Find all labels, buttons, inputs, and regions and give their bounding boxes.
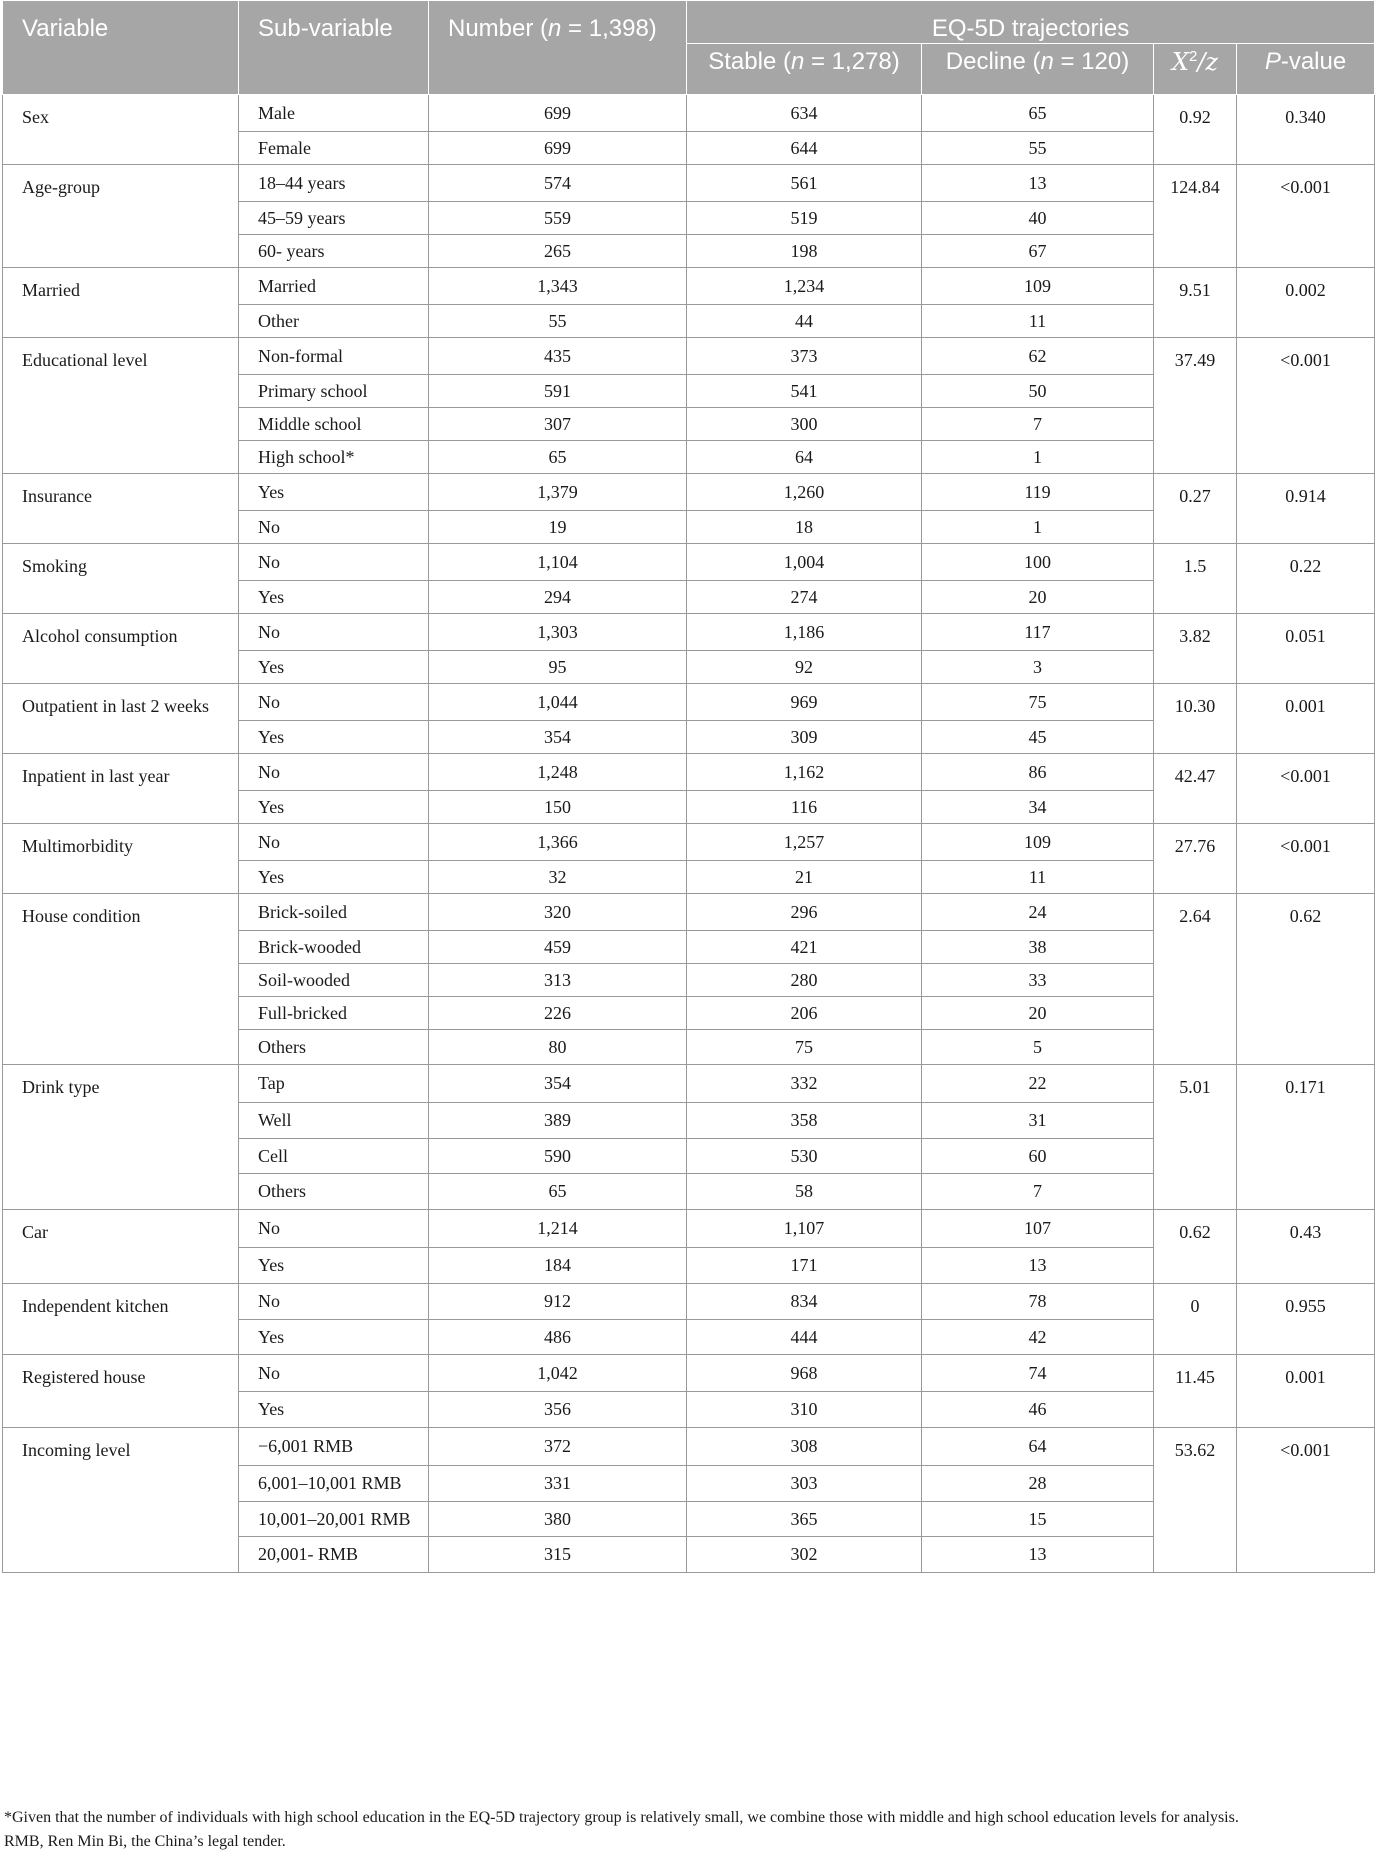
variable-cell: Inpatient in last year	[3, 754, 239, 824]
number-cell: 459	[429, 931, 687, 964]
chi-square-cell: 37.49	[1154, 338, 1237, 474]
decline-cell: 64	[922, 1428, 1154, 1466]
stable-cell: 968	[687, 1355, 922, 1392]
number-cell: 354	[429, 721, 687, 754]
p-value-cell: <0.001	[1237, 338, 1375, 474]
header-stable: Stable (n = 1,278)	[687, 44, 922, 95]
stable-cell: 206	[687, 997, 922, 1030]
number-cell: 435	[429, 338, 687, 375]
sub-variable-cell: No	[239, 824, 429, 861]
variable-cell: Sex	[3, 95, 239, 165]
number-cell: 65	[429, 1174, 687, 1210]
p-value-cell: 0.22	[1237, 544, 1375, 614]
sub-variable-cell: Primary school	[239, 375, 429, 408]
footnote-education: *Given that the number of individuals with high school education in the EQ-5D trajectory group is relatively small, we combine those with middle and high school education levels for analysis.	[4, 1809, 1239, 1826]
variable-cell: Age-group	[3, 165, 239, 268]
decline-cell: 13	[922, 165, 1154, 202]
chi-square-cell: 0.27	[1154, 474, 1237, 544]
sub-variable-cell: High school*	[239, 441, 429, 474]
chi-square-cell: 3.82	[1154, 614, 1237, 684]
decline-cell: 67	[922, 235, 1154, 268]
number-cell: 389	[429, 1103, 687, 1139]
number-cell: 184	[429, 1248, 687, 1284]
footnote-rmb: RMB, Ren Min Bi, the China’s legal tender.	[4, 1833, 286, 1850]
chi-square-cell: 0.62	[1154, 1210, 1237, 1284]
variable-cell: Independent kitchen	[3, 1284, 239, 1355]
decline-cell: 3	[922, 651, 1154, 684]
stable-cell: 302	[687, 1537, 922, 1573]
sub-variable-cell: Tap	[239, 1065, 429, 1103]
stable-cell: 21	[687, 861, 922, 894]
decline-cell: 13	[922, 1537, 1154, 1573]
header-number: Number (n = 1,398)	[429, 1, 687, 95]
sub-variable-cell: 6,001–10,001 RMB	[239, 1466, 429, 1502]
number-cell: 591	[429, 375, 687, 408]
decline-cell: 20	[922, 581, 1154, 614]
sub-variable-cell: Brick-soiled	[239, 894, 429, 931]
stable-cell: 634	[687, 95, 922, 132]
stable-cell: 274	[687, 581, 922, 614]
stable-cell: 373	[687, 338, 922, 375]
chi-square-cell: 42.47	[1154, 754, 1237, 824]
number-cell: 1,379	[429, 474, 687, 511]
stable-cell: 421	[687, 931, 922, 964]
decline-cell: 109	[922, 824, 1154, 861]
p-value-cell: <0.001	[1237, 754, 1375, 824]
sub-variable-cell: Married	[239, 268, 429, 305]
stable-cell: 296	[687, 894, 922, 931]
number-cell: 307	[429, 408, 687, 441]
chi-square-cell: 0	[1154, 1284, 1237, 1355]
stable-cell: 541	[687, 375, 922, 408]
table-row	[3, 95, 1375, 132]
number-cell: 32	[429, 861, 687, 894]
number-cell: 55	[429, 305, 687, 338]
number-cell: 265	[429, 235, 687, 268]
header-variable: Variable	[3, 1, 239, 95]
variable-cell: Registered house	[3, 1355, 239, 1428]
p-value-cell: <0.001	[1237, 1428, 1375, 1573]
decline-cell: 86	[922, 754, 1154, 791]
p-value-cell: 0.002	[1237, 268, 1375, 338]
variable-cell: Alcohol consumption	[3, 614, 239, 684]
table-row	[3, 1284, 1375, 1320]
number-cell: 1,366	[429, 824, 687, 861]
header-chi-square: $X^2/z$	[1154, 44, 1237, 95]
header-p-value: P-value	[1237, 44, 1375, 95]
decline-cell: 62	[922, 338, 1154, 375]
decline-cell: 31	[922, 1103, 1154, 1139]
p-value-cell: 0.914	[1237, 474, 1375, 544]
number-cell: 331	[429, 1466, 687, 1502]
decline-cell: 24	[922, 894, 1154, 931]
decline-cell: 119	[922, 474, 1154, 511]
number-cell: 294	[429, 581, 687, 614]
decline-cell: 15	[922, 1502, 1154, 1537]
variable-cell: House condition	[3, 894, 239, 1065]
stable-cell: 969	[687, 684, 922, 721]
number-cell: 699	[429, 132, 687, 165]
sub-variable-cell: −6,001 RMB	[239, 1428, 429, 1466]
chi-square-cell: 10.30	[1154, 684, 1237, 754]
number-cell: 19	[429, 511, 687, 544]
decline-cell: 78	[922, 1284, 1154, 1320]
stable-cell: 75	[687, 1030, 922, 1065]
stable-cell: 530	[687, 1139, 922, 1174]
number-cell: 356	[429, 1392, 687, 1428]
variable-cell: Outpatient in last 2 weeks	[3, 684, 239, 754]
stable-cell: 834	[687, 1284, 922, 1320]
sub-variable-cell: 20,001- RMB	[239, 1537, 429, 1573]
p-value-cell: 0.001	[1237, 684, 1375, 754]
number-cell: 315	[429, 1537, 687, 1573]
sub-variable-cell: Other	[239, 305, 429, 338]
sub-variable-cell: Yes	[239, 474, 429, 511]
header-decline: Decline (n = 120)	[922, 44, 1154, 95]
table-header	[3, 1, 1375, 95]
decline-cell: 65	[922, 95, 1154, 132]
eq5d-table	[2, 0, 1375, 1573]
number-cell: 590	[429, 1139, 687, 1174]
number-cell: 559	[429, 202, 687, 235]
sub-variable-cell: No	[239, 684, 429, 721]
decline-cell: 13	[922, 1248, 1154, 1284]
sub-variable-cell: Yes	[239, 1320, 429, 1355]
table-row	[3, 894, 1375, 931]
variable-cell: Car	[3, 1210, 239, 1284]
decline-cell: 5	[922, 1030, 1154, 1065]
decline-cell: 28	[922, 1466, 1154, 1502]
stable-cell: 303	[687, 1466, 922, 1502]
sub-variable-cell: No	[239, 614, 429, 651]
sub-variable-cell: 60- years	[239, 235, 429, 268]
sub-variable-cell: No	[239, 544, 429, 581]
decline-cell: 40	[922, 202, 1154, 235]
number-cell: 65	[429, 441, 687, 474]
stable-cell: 1,107	[687, 1210, 922, 1248]
number-cell: 226	[429, 997, 687, 1030]
table-row	[3, 165, 1375, 202]
number-cell: 1,248	[429, 754, 687, 791]
variable-cell: Incoming level	[3, 1428, 239, 1573]
number-cell: 912	[429, 1284, 687, 1320]
stable-cell: 644	[687, 132, 922, 165]
chi-square-cell: 53.62	[1154, 1428, 1237, 1573]
sub-variable-cell: Female	[239, 132, 429, 165]
header-eq5d-trajectories: EQ-5D trajectories	[687, 1, 1375, 44]
number-cell: 1,042	[429, 1355, 687, 1392]
decline-cell: 45	[922, 721, 1154, 754]
stable-cell: 116	[687, 791, 922, 824]
decline-cell: 1	[922, 441, 1154, 474]
stable-cell: 64	[687, 441, 922, 474]
stable-cell: 444	[687, 1320, 922, 1355]
chi-square-cell: 11.45	[1154, 1355, 1237, 1428]
sub-variable-cell: No	[239, 754, 429, 791]
stable-cell: 519	[687, 202, 922, 235]
decline-cell: 107	[922, 1210, 1154, 1248]
stable-cell: 171	[687, 1248, 922, 1284]
chi-square-cell: 9.51	[1154, 268, 1237, 338]
table-body	[3, 95, 1375, 1573]
p-value-cell: 0.62	[1237, 894, 1375, 1065]
number-cell: 354	[429, 1065, 687, 1103]
number-cell: 80	[429, 1030, 687, 1065]
p-value-cell: 0.001	[1237, 1355, 1375, 1428]
number-cell: 320	[429, 894, 687, 931]
table-row	[3, 1065, 1375, 1103]
sub-variable-cell: Well	[239, 1103, 429, 1139]
decline-cell: 38	[922, 931, 1154, 964]
decline-cell: 55	[922, 132, 1154, 165]
table-row	[3, 338, 1375, 375]
table-row	[3, 754, 1375, 791]
decline-cell: 74	[922, 1355, 1154, 1392]
variable-cell: Insurance	[3, 474, 239, 544]
stable-cell: 1,004	[687, 544, 922, 581]
stable-cell: 300	[687, 408, 922, 441]
stable-cell: 561	[687, 165, 922, 202]
sub-variable-cell: No	[239, 511, 429, 544]
decline-cell: 60	[922, 1139, 1154, 1174]
table-row	[3, 1428, 1375, 1466]
p-value-cell: 0.340	[1237, 95, 1375, 165]
sub-variable-cell: No	[239, 1355, 429, 1392]
stable-cell: 1,162	[687, 754, 922, 791]
table-row	[3, 684, 1375, 721]
table-row	[3, 1210, 1375, 1248]
number-cell: 1,214	[429, 1210, 687, 1248]
p-value-cell: 0.171	[1237, 1065, 1375, 1210]
number-cell: 1,044	[429, 684, 687, 721]
decline-cell: 117	[922, 614, 1154, 651]
stable-cell: 92	[687, 651, 922, 684]
p-value-cell: <0.001	[1237, 824, 1375, 894]
sub-variable-cell: Yes	[239, 791, 429, 824]
decline-cell: 75	[922, 684, 1154, 721]
table-page	[2, 0, 1374, 1856]
table-row	[3, 1355, 1375, 1392]
stable-cell: 309	[687, 721, 922, 754]
chi-square-cell: 5.01	[1154, 1065, 1237, 1210]
decline-cell: 20	[922, 997, 1154, 1030]
sub-variable-cell: Male	[239, 95, 429, 132]
number-cell: 1,343	[429, 268, 687, 305]
table-row	[3, 544, 1375, 581]
number-cell: 313	[429, 964, 687, 997]
stable-cell: 358	[687, 1103, 922, 1139]
sub-variable-cell: Others	[239, 1030, 429, 1065]
sub-variable-cell: Non-formal	[239, 338, 429, 375]
sub-variable-cell: Yes	[239, 1392, 429, 1428]
decline-cell: 109	[922, 268, 1154, 305]
chi-square-cell: 124.84	[1154, 165, 1237, 268]
chi-square-cell: 0.92	[1154, 95, 1237, 165]
decline-cell: 33	[922, 964, 1154, 997]
number-cell: 486	[429, 1320, 687, 1355]
stable-cell: 1,186	[687, 614, 922, 651]
stable-cell: 310	[687, 1392, 922, 1428]
number-cell: 699	[429, 95, 687, 132]
sub-variable-cell: Soil-wooded	[239, 964, 429, 997]
decline-cell: 22	[922, 1065, 1154, 1103]
sub-variable-cell: Brick-wooded	[239, 931, 429, 964]
chi-square-cell: 1.5	[1154, 544, 1237, 614]
stable-cell: 365	[687, 1502, 922, 1537]
stable-cell: 308	[687, 1428, 922, 1466]
table-row	[3, 268, 1375, 305]
decline-cell: 7	[922, 408, 1154, 441]
sub-variable-cell: 18–44 years	[239, 165, 429, 202]
number-cell: 372	[429, 1428, 687, 1466]
number-cell: 574	[429, 165, 687, 202]
table-row	[3, 824, 1375, 861]
header-sub-variable: Sub-variable	[239, 1, 429, 95]
variable-cell: Educational level	[3, 338, 239, 474]
stable-cell: 1,234	[687, 268, 922, 305]
stable-cell: 1,260	[687, 474, 922, 511]
table-row	[3, 614, 1375, 651]
decline-cell: 1	[922, 511, 1154, 544]
stable-cell: 44	[687, 305, 922, 338]
decline-cell: 42	[922, 1320, 1154, 1355]
sub-variable-cell: Middle school	[239, 408, 429, 441]
table-row	[3, 474, 1375, 511]
stable-cell: 58	[687, 1174, 922, 1210]
sub-variable-cell: 45–59 years	[239, 202, 429, 235]
sub-variable-cell: Yes	[239, 651, 429, 684]
table-footnote	[4, 1806, 1376, 1854]
p-value-cell: 0.051	[1237, 614, 1375, 684]
decline-cell: 11	[922, 861, 1154, 894]
sub-variable-cell: No	[239, 1284, 429, 1320]
sub-variable-cell: Yes	[239, 721, 429, 754]
decline-cell: 50	[922, 375, 1154, 408]
variable-cell: Smoking	[3, 544, 239, 614]
sub-variable-cell: Yes	[239, 1248, 429, 1284]
variable-cell: Married	[3, 268, 239, 338]
decline-cell: 34	[922, 791, 1154, 824]
stable-cell: 18	[687, 511, 922, 544]
sub-variable-cell: No	[239, 1210, 429, 1248]
variable-cell: Drink type	[3, 1065, 239, 1210]
decline-cell: 46	[922, 1392, 1154, 1428]
sub-variable-cell: Cell	[239, 1139, 429, 1174]
number-cell: 1,303	[429, 614, 687, 651]
stable-cell: 280	[687, 964, 922, 997]
number-cell: 150	[429, 791, 687, 824]
variable-cell: Multimorbidity	[3, 824, 239, 894]
stable-cell: 332	[687, 1065, 922, 1103]
sub-variable-cell: Full-bricked	[239, 997, 429, 1030]
chi-square-cell: 2.64	[1154, 894, 1237, 1065]
sub-variable-cell: Yes	[239, 861, 429, 894]
chi-square-cell: 27.76	[1154, 824, 1237, 894]
sub-variable-cell: Others	[239, 1174, 429, 1210]
p-value-cell: 0.43	[1237, 1210, 1375, 1284]
number-cell: 1,104	[429, 544, 687, 581]
decline-cell: 11	[922, 305, 1154, 338]
sub-variable-cell: 10,001–20,001 RMB	[239, 1502, 429, 1537]
sub-variable-cell: Yes	[239, 581, 429, 614]
p-value-cell: 0.955	[1237, 1284, 1375, 1355]
decline-cell: 7	[922, 1174, 1154, 1210]
number-cell: 95	[429, 651, 687, 684]
p-value-cell: <0.001	[1237, 165, 1375, 268]
stable-cell: 198	[687, 235, 922, 268]
number-cell: 380	[429, 1502, 687, 1537]
stable-cell: 1,257	[687, 824, 922, 861]
decline-cell: 100	[922, 544, 1154, 581]
